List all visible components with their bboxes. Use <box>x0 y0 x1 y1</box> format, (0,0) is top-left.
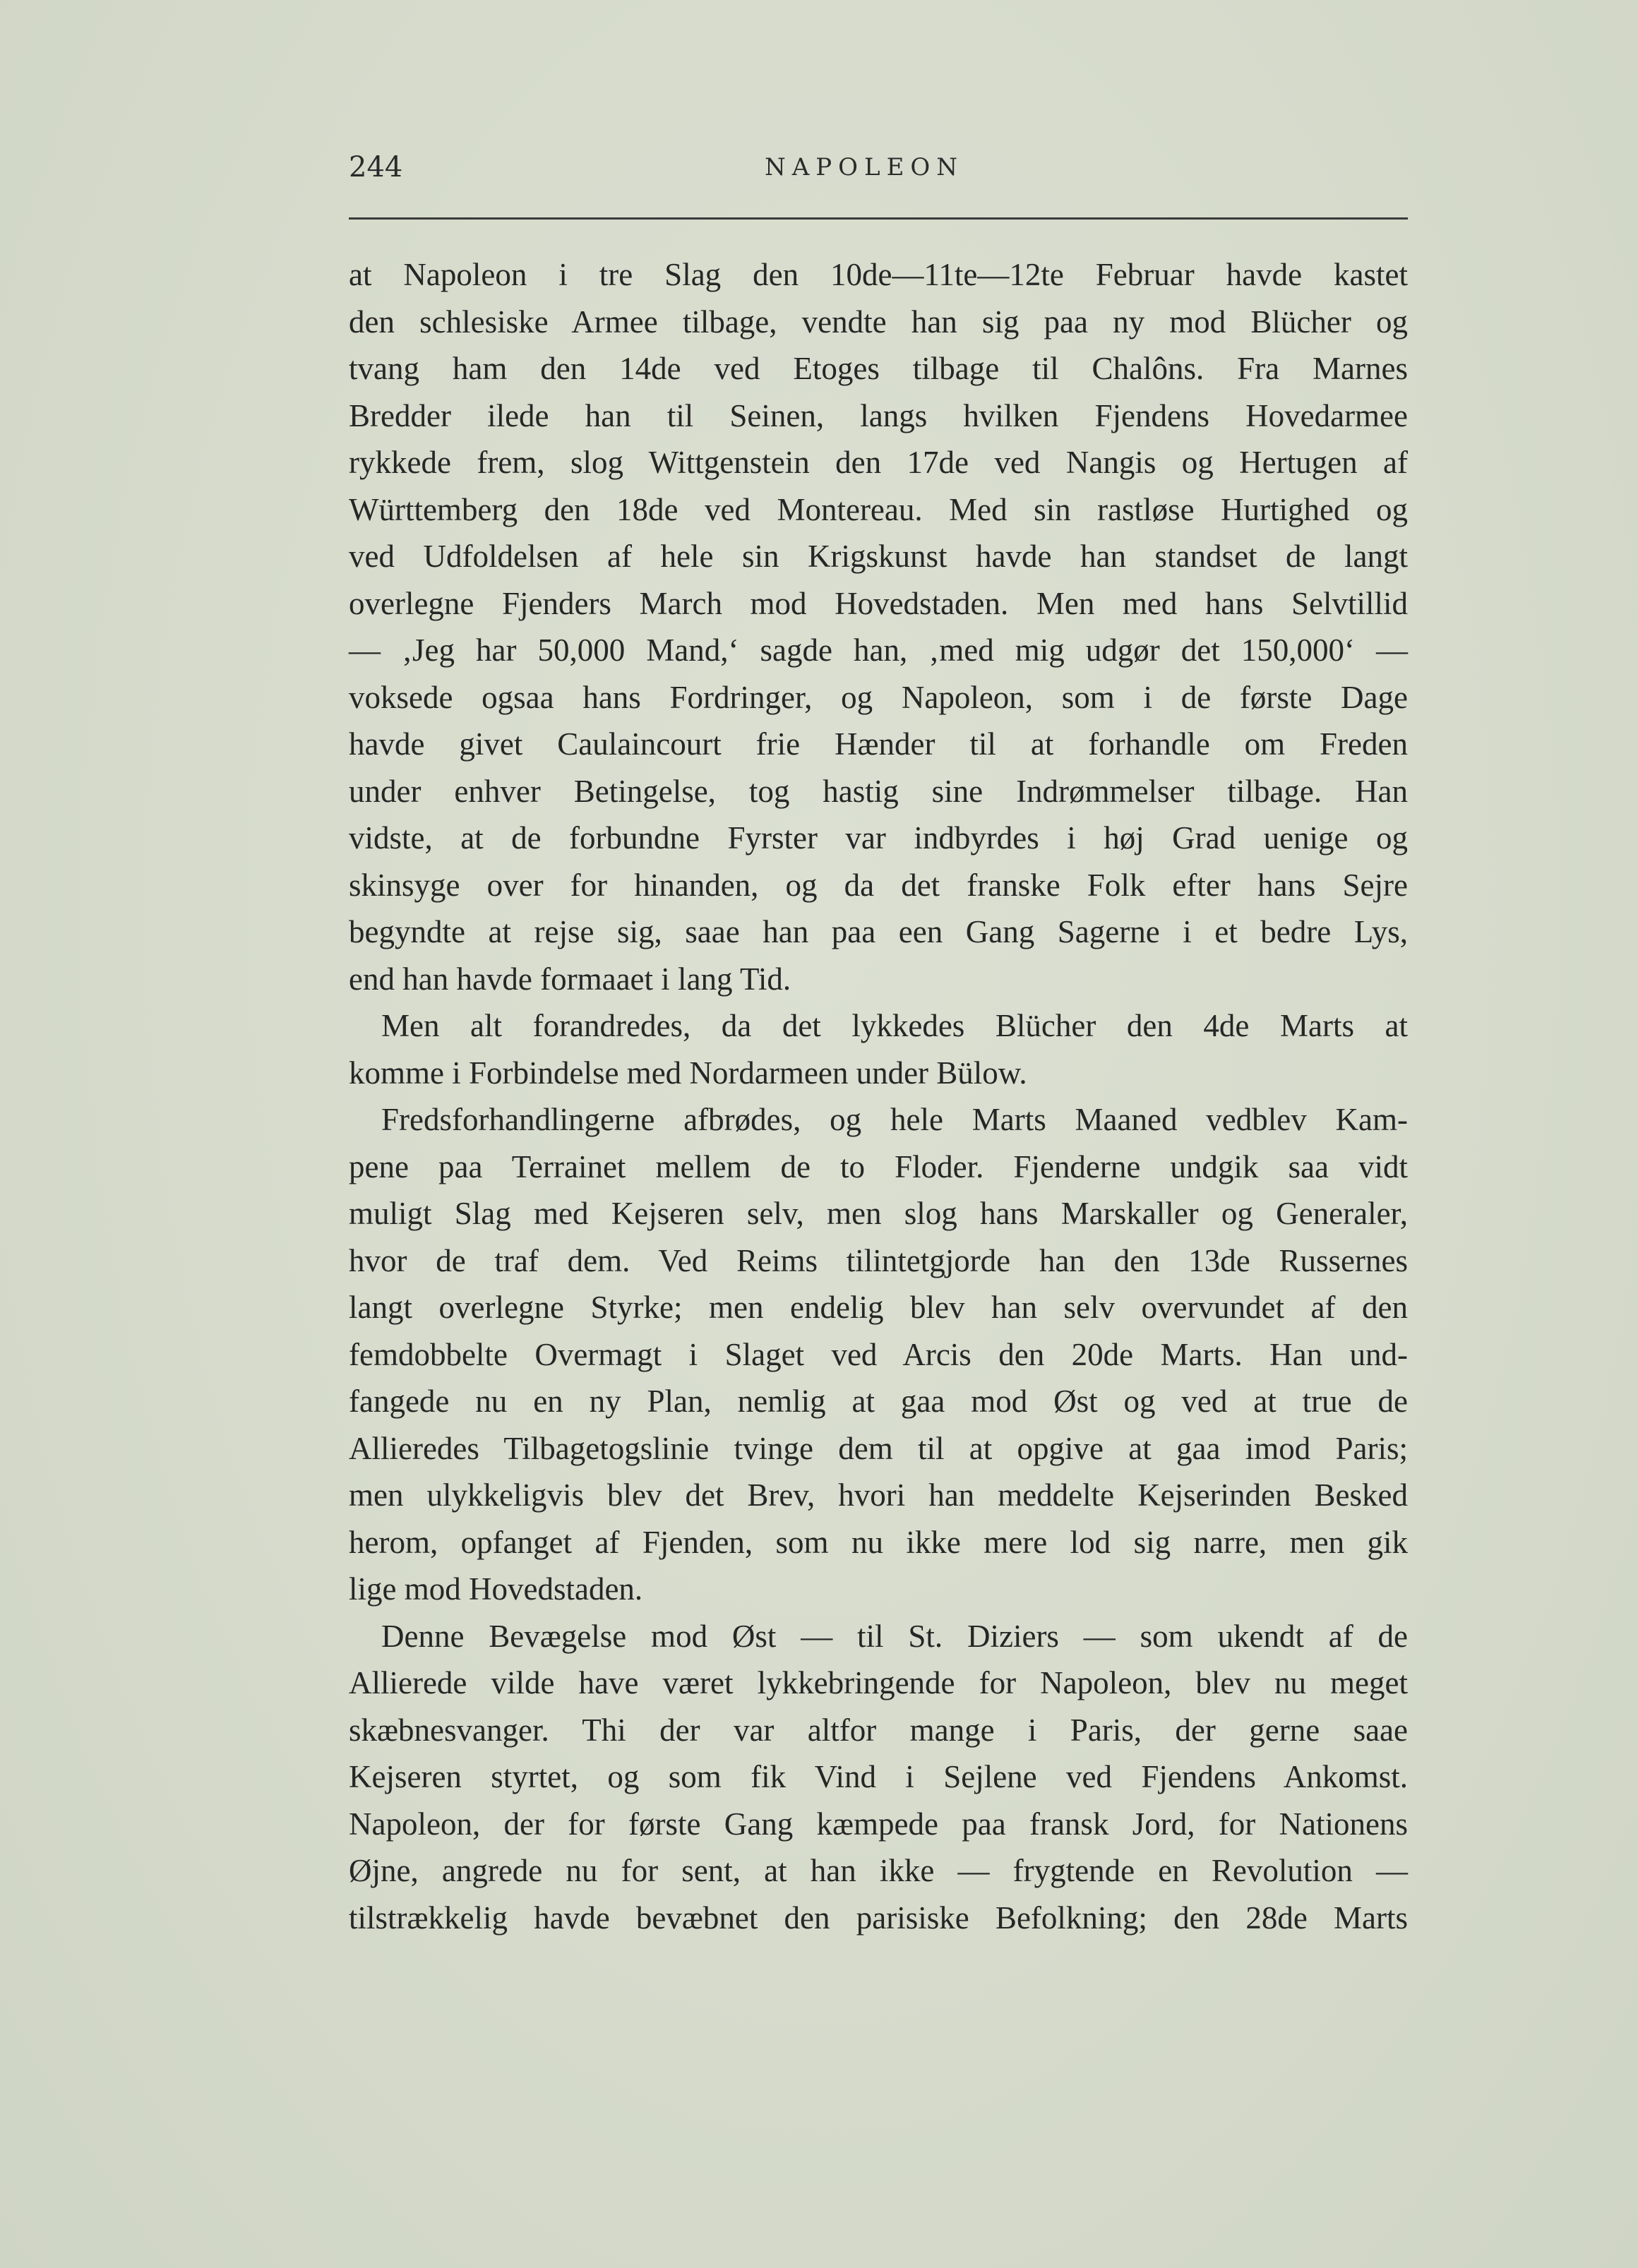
paragraph <box>349 1613 1408 1942</box>
text-line: fangede nu en ny Plan, nemlig at gaa mod Øst og ved at true de <box>349 1384 1408 1419</box>
paragraph <box>349 251 1408 1002</box>
text-line: herom, opfanget af Fjenden, som nu ikke mere lod sig narre, men gik <box>349 1524 1408 1560</box>
text-line: Allieredes Tilbagetogslinie tvinge dem til at opgive at gaa imod Paris; <box>349 1430 1408 1466</box>
text-line: havde givet Caulaincourt frie Hænder til at forhandle om Freden <box>349 726 1408 762</box>
text-line: muligt Slag med Kejseren selv, men slog hans Marskaller og Generaler, <box>349 1196 1408 1231</box>
text-line: vidste, at de forbundne Fyrster var indbyrdes i høj Grad uenige og <box>349 820 1408 856</box>
text-line: overlegne Fjenders March mod Hovedstaden. Men med hans Selvtillid <box>349 585 1408 621</box>
running-head: NAPOLEON <box>764 153 964 181</box>
header-rule <box>349 217 1408 220</box>
page-header <box>349 150 1408 192</box>
text-line: Men alt forandredes, da det lykkedes Blücher den 4de Marts at <box>381 1008 1408 1043</box>
text-line: rykkede frem, slog Wittgenstein den 17de ved Nangis og Hertugen af <box>349 445 1408 480</box>
text-line: komme i Forbindelse med Nordarmeen under Bülow. <box>349 1055 1027 1091</box>
text-line: end han havde formaaet i lang Tid. <box>349 961 791 997</box>
text-line: Denne Bevægelse mod Øst — til St. Diziers — som ukendt af de <box>381 1618 1408 1654</box>
text-line: men ulykkeligvis blev det Brev, hvori han meddelte Kejserinden Besked <box>349 1477 1408 1513</box>
text-line: pene paa Terrainet mellem de to Floder. Fjenderne undgik saa vidt <box>349 1148 1408 1184</box>
text-line: ved Udfoldelsen af hele sin Krigskunst havde han standset de langt <box>349 539 1408 574</box>
text-line: Napoleon, der for første Gang kæmpede paa fransk Jord, for Nationens <box>349 1806 1408 1842</box>
text-line: voksede ogsaa hans Fordringer, og Napoleon, som i de første Dage <box>349 679 1408 715</box>
text-line: Bredder ilede han til Seinen, langs hvilken Fjendens Hovedarmee <box>349 397 1408 433</box>
text-line: skinsyge over for hinanden, og da det franske Folk efter hans Sejre <box>349 867 1408 903</box>
paragraph <box>349 1002 1408 1096</box>
body-text <box>349 251 1408 1941</box>
page-number: 244 <box>349 151 403 184</box>
text-line: den schlesiske Armee tilbage, vendte han sig paa ny mod Blücher og <box>349 304 1408 340</box>
text-line: Fredsforhandlingerne afbrødes, og hele Marts Maaned vedblev Kam- <box>381 1102 1408 1137</box>
text-line: Øjne, angrede nu for sent, at han ikke — frygtende en Revolution — <box>349 1853 1408 1888</box>
text-line: Württemberg den 18de ved Montereau. Med sin rastløse Hurtighed og <box>349 491 1408 527</box>
text-line: langt overlegne Styrke; men endelig blev han selv overvundet af den <box>349 1290 1408 1325</box>
text-line: under enhver Betingelse, tog hastig sine Indrømmelser tilbage. Han <box>349 773 1408 809</box>
text-line: tilstrækkelig havde bevæbnet den parisiske Befolkning; den 28de Marts <box>349 1900 1408 1936</box>
text-line: Allierede vilde have været lykkebringende for Napoleon, blev nu meget <box>349 1665 1408 1700</box>
text-line: Kejseren styrtet, og som fik Vind i Sejlene ved Fjendens Ankomst. <box>349 1759 1408 1794</box>
text-line: tvang ham den 14de ved Etoges tilbage til Chalôns. Fra Marnes <box>349 351 1408 386</box>
text-line: begyndte at rejse sig, saae han paa een Gang Sagerne i et bedre Lys, <box>349 914 1408 949</box>
text-line: — ‚Jeg har 50,000 Mand,‘ sagde han, ‚med mig udgør det 150,000‘ — <box>349 632 1408 668</box>
text-line: skæbnesvanger. Thi der var altfor mange i Paris, der gerne saae <box>349 1712 1408 1748</box>
text-line: hvor de traf dem. Ved Reims tilintetgjorde han den 13de Russernes <box>349 1242 1408 1278</box>
text-line: lige mod Hovedstaden. <box>349 1571 643 1607</box>
paragraph <box>349 1096 1408 1613</box>
text-line: femdobbelte Overmagt i Slaget ved Arcis den 20de Marts. Han und- <box>349 1336 1408 1372</box>
text-line: at Napoleon i tre Slag den 10de—11te—12te Februar havde kastet <box>349 257 1408 292</box>
